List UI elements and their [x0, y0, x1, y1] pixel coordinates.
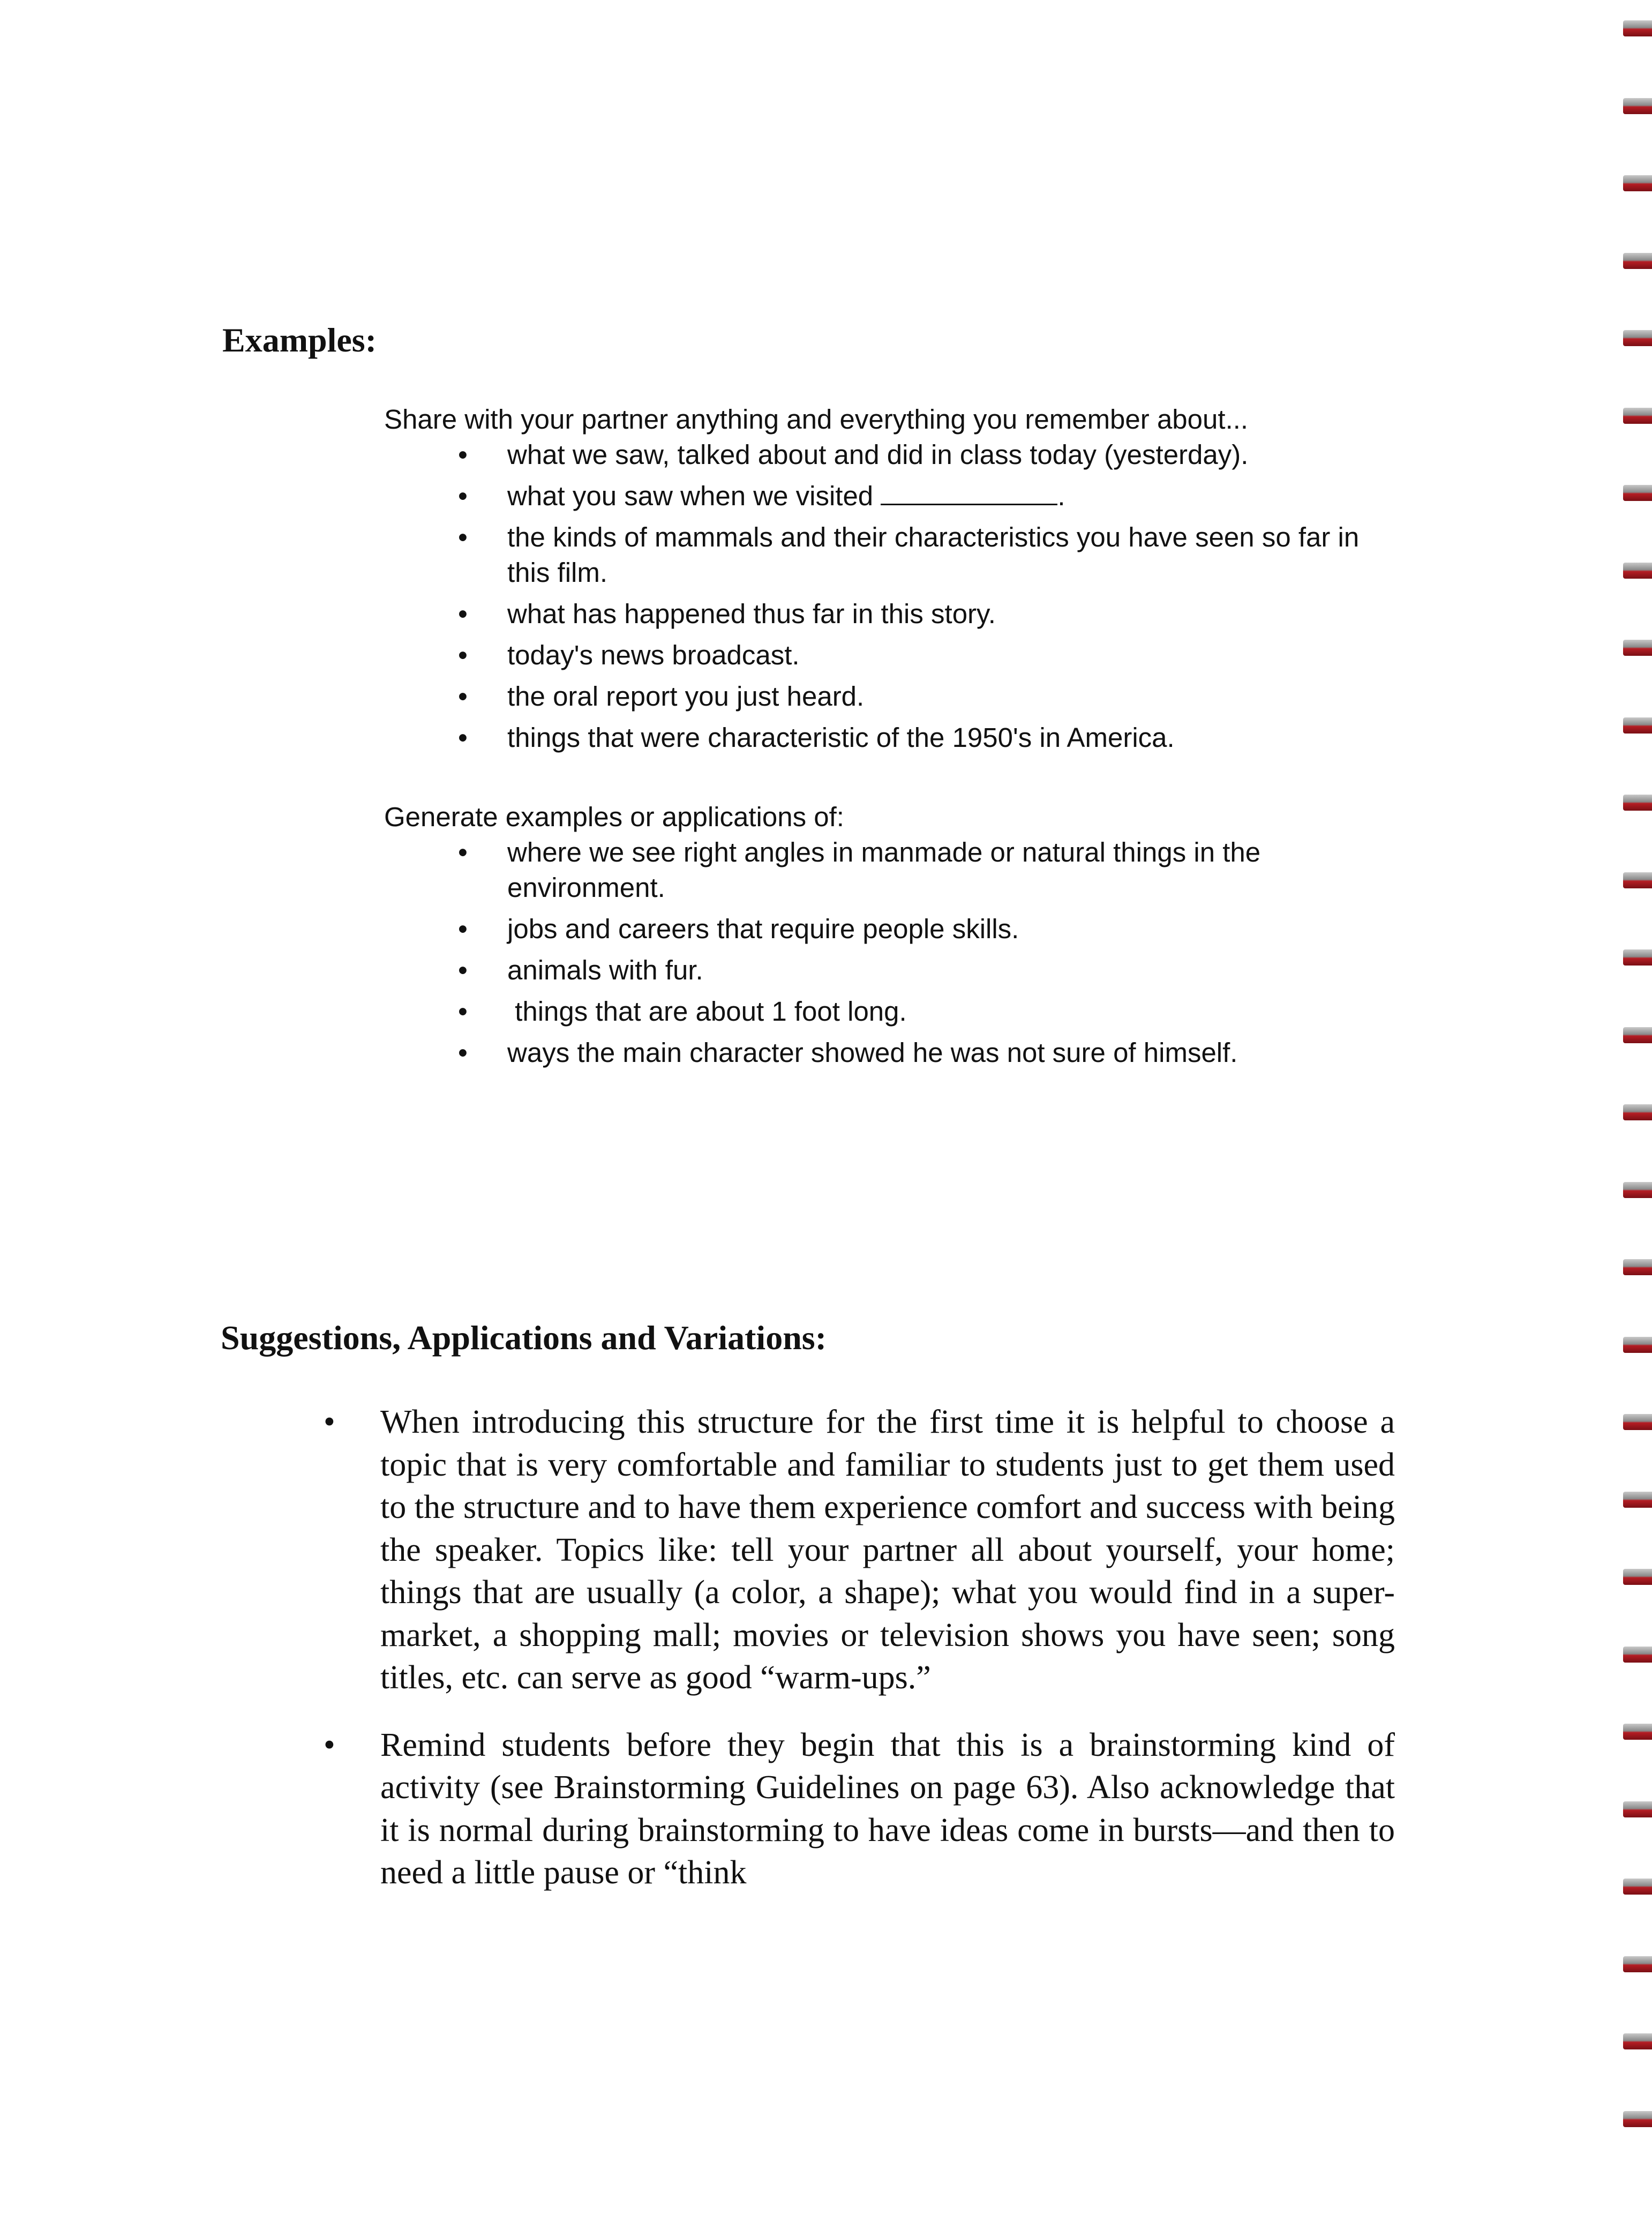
bullet: •	[458, 996, 468, 1027]
list-item: • what you saw when we visited .	[384, 478, 1402, 514]
binding-coil	[1623, 1801, 1652, 1817]
suggestions-heading: Suggestions, Applications and Variations:	[221, 1319, 827, 1357]
generate-list	[384, 835, 1402, 1071]
binding-coil	[1623, 1027, 1652, 1043]
bullet: •	[458, 481, 468, 511]
bullet: •	[324, 1726, 335, 1763]
binding-coil	[1623, 485, 1652, 501]
binding-coil	[1623, 330, 1652, 346]
list-item: • the kinds of mammals and their characteristics you have seen so far in this film.	[384, 520, 1402, 590]
list-item: • what we saw, talked about and did in class today (yesterday).	[384, 437, 1402, 473]
list-item: • jobs and careers that require people skills.	[384, 911, 1402, 947]
bullet: •	[458, 598, 468, 629]
share-intro: Share with your partner anything and everything you remember about...	[384, 404, 1249, 435]
binding-coil	[1623, 1182, 1652, 1198]
binding-coil	[1623, 949, 1652, 966]
binding-coil	[1623, 175, 1652, 191]
bullet: •	[458, 439, 468, 470]
binding-coil	[1623, 1414, 1652, 1430]
list-item: • the oral report you just heard.	[384, 679, 1402, 714]
bullet: •	[458, 1037, 468, 1068]
binding-coil	[1623, 1259, 1652, 1275]
binding-coil	[1623, 98, 1652, 114]
share-list	[384, 437, 1402, 755]
examples-generate-block	[384, 799, 1402, 1071]
binding-coil	[1623, 1956, 1652, 1972]
binding-coil	[1623, 408, 1652, 424]
bullet: •	[458, 522, 468, 552]
binding-coil	[1623, 253, 1652, 269]
generate-intro: Generate examples or applications of:	[384, 802, 844, 832]
binding-coil	[1623, 1647, 1652, 1663]
binding-coil	[1623, 1569, 1652, 1585]
list-item: • things that were characteristic of the 1950's in America.	[384, 720, 1402, 755]
bullet: •	[458, 955, 468, 985]
binding-coil	[1623, 20, 1652, 36]
binding-coil	[1623, 2111, 1652, 2127]
list-item: • what has happened thus far in this story.	[384, 596, 1402, 632]
bullet: •	[458, 722, 468, 753]
examples-share-block	[384, 402, 1402, 755]
bullet: •	[458, 681, 468, 712]
bullet: •	[458, 640, 468, 670]
fill-in-blank	[881, 482, 1057, 505]
suggestion-item: • When introducing this structure for the first time it is helpful to choose a topic that is very comfortable and familiar to students just to get them used to the structure and to have them experience comfort and success with being the speaker. Topics like: tell your partner all about yourself, your home; things that are usually (a color, a shape); what you would find in a super-market, a shopping mall; movies or television shows you have seen; song titles, etc. can serve as good “warm-ups.”	[324, 1401, 1395, 1700]
examples-heading: Examples:	[222, 321, 377, 359]
binding-coil	[1623, 2033, 1652, 2049]
list-item: • today's news broadcast.	[384, 638, 1402, 673]
suggestion-item: • Remind students before they begin that this is a brainstorming kind of activity (see Brainstorming Guidelines on page 63). Also acknowledge that it is normal during brainstorming to have ideas come in bursts—and then to need a little pause or “think	[324, 1724, 1395, 1895]
spiral-binding	[1618, 0, 1652, 2215]
bullet: •	[458, 837, 468, 867]
binding-coil	[1623, 795, 1652, 811]
binding-coil	[1623, 872, 1652, 888]
binding-coil	[1623, 640, 1652, 656]
suggestions-list	[324, 1401, 1395, 1895]
binding-coil	[1623, 563, 1652, 579]
binding-coil	[1623, 1492, 1652, 1508]
bullet: •	[324, 1404, 335, 1440]
binding-coil	[1623, 1724, 1652, 1740]
binding-coil	[1623, 717, 1652, 734]
list-item: • animals with fur.	[384, 953, 1402, 988]
binding-coil	[1623, 1104, 1652, 1120]
list-item: • ways the main character showed he was not sure of himself.	[384, 1035, 1402, 1071]
binding-coil	[1623, 1879, 1652, 1895]
list-item: • where we see right angles in manmade or natural things in the environment.	[384, 835, 1402, 906]
list-item: • things that are about 1 foot long.	[384, 994, 1402, 1029]
bullet: •	[458, 914, 468, 944]
binding-coil	[1623, 1337, 1652, 1353]
